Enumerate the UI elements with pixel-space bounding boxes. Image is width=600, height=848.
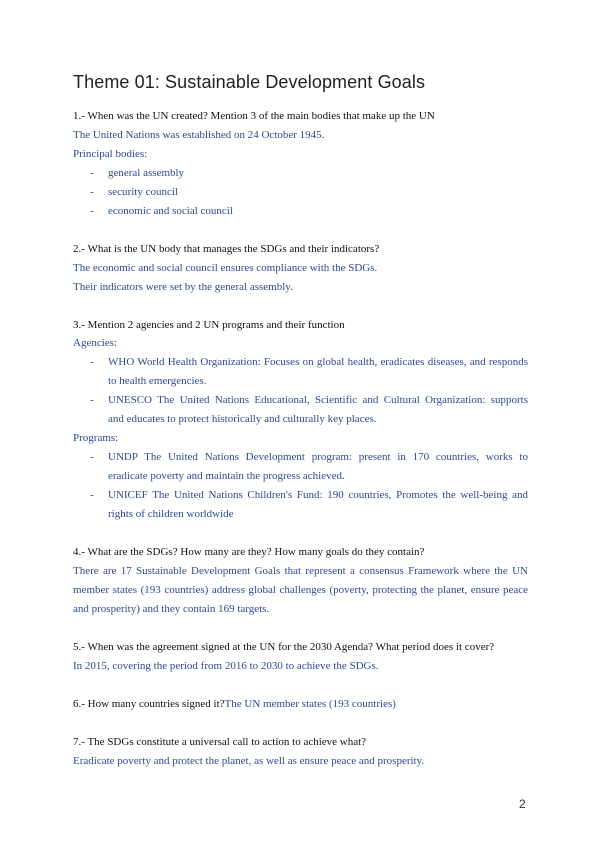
- question-6: 6.- How many countries signed it?: [73, 698, 225, 710]
- answer-4-line-3: and prosperity) and they contain 169 targets.: [73, 603, 270, 615]
- bullet-dash: -: [90, 167, 94, 179]
- answer-6: The UN member states (193 countries): [224, 698, 396, 710]
- question-2: 2.- What is the UN body that manages the SDGs and their indicators?: [73, 243, 380, 255]
- agency-2-line-2: and educates to protect historically and culturally key places.: [108, 413, 377, 425]
- question-3: 3.- Mention 2 agencies and 2 UN programs and their function: [73, 319, 345, 331]
- question-5: 5.- When was the agreement signed at the UN for the 2030 Agenda? What period does it cover?: [73, 641, 495, 653]
- bullet-dash: -: [90, 186, 94, 198]
- bullet-dash: -: [90, 451, 94, 463]
- programs-label: Programs:: [73, 432, 119, 444]
- bodies-label: Principal bodies:: [73, 148, 148, 160]
- question-7: 7.- The SDGs constitute a universal call to action to achieve what?: [73, 736, 367, 748]
- page-title: Theme 01: Sustainable Development Goals: [73, 72, 426, 92]
- page-number: 2: [519, 797, 526, 811]
- list-item: general assembly: [108, 167, 185, 179]
- answer-5: In 2015, covering the period from 2016 to 2030 to achieve the SDGs.: [73, 660, 379, 672]
- bullet-dash: -: [90, 356, 94, 368]
- question-6-row: [73, 698, 528, 711]
- question-1: 1.- When was the UN created? Mention 3 of the main bodies that make up the UN: [73, 110, 435, 122]
- list-item: economic and social council: [108, 205, 233, 217]
- answer-1: The United Nations was established on 24 October 1945.: [73, 129, 325, 141]
- answer-4-line-2: member states (193 countries) address global challenges (poverty, protecting the planet, ensure peace: [73, 584, 528, 596]
- program-2-line-2: rights of children worldwide: [108, 508, 234, 520]
- answer-2-line-1: The economic and social council ensures compliance with the SDGs.: [73, 262, 378, 274]
- bullet-dash: -: [90, 394, 94, 406]
- bullet-dash: -: [90, 489, 94, 501]
- answer-7: Eradicate poverty and protect the planet, as well as ensure peace and prosperity.: [73, 755, 425, 767]
- agency-1-line-2: to health emergencies.: [108, 375, 207, 387]
- answer-2-line-2: Their indicators were set by the general assembly.: [73, 281, 293, 293]
- program-2-line-1: UNICEF The United Nations Children's Fund: 190 countries, Promotes the well-being and: [108, 489, 528, 501]
- bullet-dash: -: [90, 205, 94, 217]
- agency-2-line-1: UNESCO The United Nations Educational, Scientific and Cultural Organization: supports: [108, 394, 528, 406]
- answer-4-line-1: There are 17 Sustainable Development Goals that represent a consensus Framework where the UN: [73, 565, 528, 577]
- agencies-label: Agencies:: [73, 337, 117, 349]
- agency-1-line-1: WHO World Health Organization: Focuses on global health, eradicates diseases, and responds: [108, 356, 528, 368]
- program-1-line-1: UNDP The United Nations Development program: present in 170 countries, works to: [108, 451, 528, 463]
- question-4: 4.- What are the SDGs? How many are they? How many goals do they contain?: [73, 546, 425, 558]
- program-1-line-2: eradicate poverty and maintain the progress achieved.: [108, 470, 345, 482]
- list-item: security council: [108, 186, 178, 198]
